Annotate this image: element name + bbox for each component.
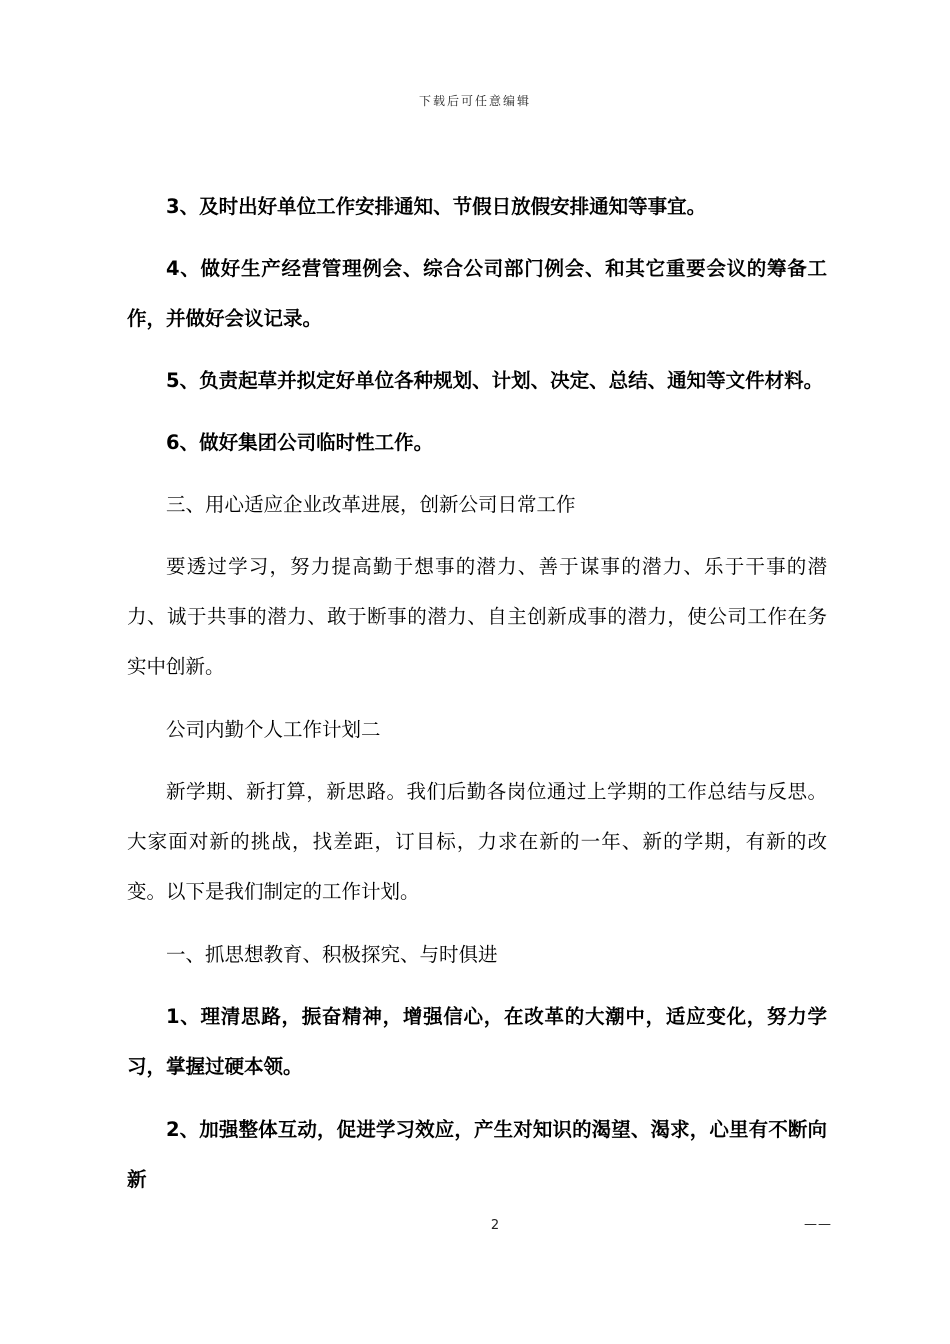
paragraph-intro: 新学期、新打算，新思路。我们后勤各岗位通过上学期的工作总结与反思。大家面对新的挑战，找差距，订目标，力求在新的一年、新的学期，有新的改变。以下是我们制定的工作计划。	[127, 780, 827, 903]
document-body	[127, 182, 827, 1205]
footer-dash: ——	[804, 1217, 832, 1232]
section-heading-3: 三、用心适应企业改革进展，创新公司日常工作	[166, 493, 576, 516]
paragraph-item-1: 1、理清思路，振奋精神，增强信心，在改革的大潮中，适应变化，努力学习，掌握过硬本领。	[127, 1005, 827, 1078]
paragraph-item-5: 5、负责起草并拟定好单位各种规划、计划、决定、总结、通知等文件材料。	[166, 369, 824, 392]
section-heading-1: 一、抓思想教育、积极探究、与时俱进	[166, 943, 498, 966]
paragraph-item-4: 4、做好生产经营管理例会、综合公司部门例会、和其它重要会议的筹备工作，并做好会议记录。	[127, 257, 827, 330]
paragraph-item-6: 6、做好集团公司临时性工作。	[166, 431, 434, 454]
document-subtitle: 公司内勤个人工作计划二	[166, 718, 381, 741]
paragraph-item-2: 2、加强整体互动，促进学习效应，产生对知识的渴望、渴求，心里有不断向新	[127, 1118, 827, 1191]
page-number: 2	[490, 1218, 500, 1233]
page-header-note: 下载后可任意编辑	[418, 94, 531, 108]
paragraph-body: 要透过学习，努力提高勤于想事的潜力、善于谋事的潜力、乐于干事的潜力、诚于共事的潜力、敢于断事的潜力、自主创新成事的潜力，使公司工作在务实中创新。	[127, 555, 827, 678]
paragraph-item-3: 3、及时出好单位工作安排通知、节假日放假安排通知等事宜。	[166, 195, 707, 218]
